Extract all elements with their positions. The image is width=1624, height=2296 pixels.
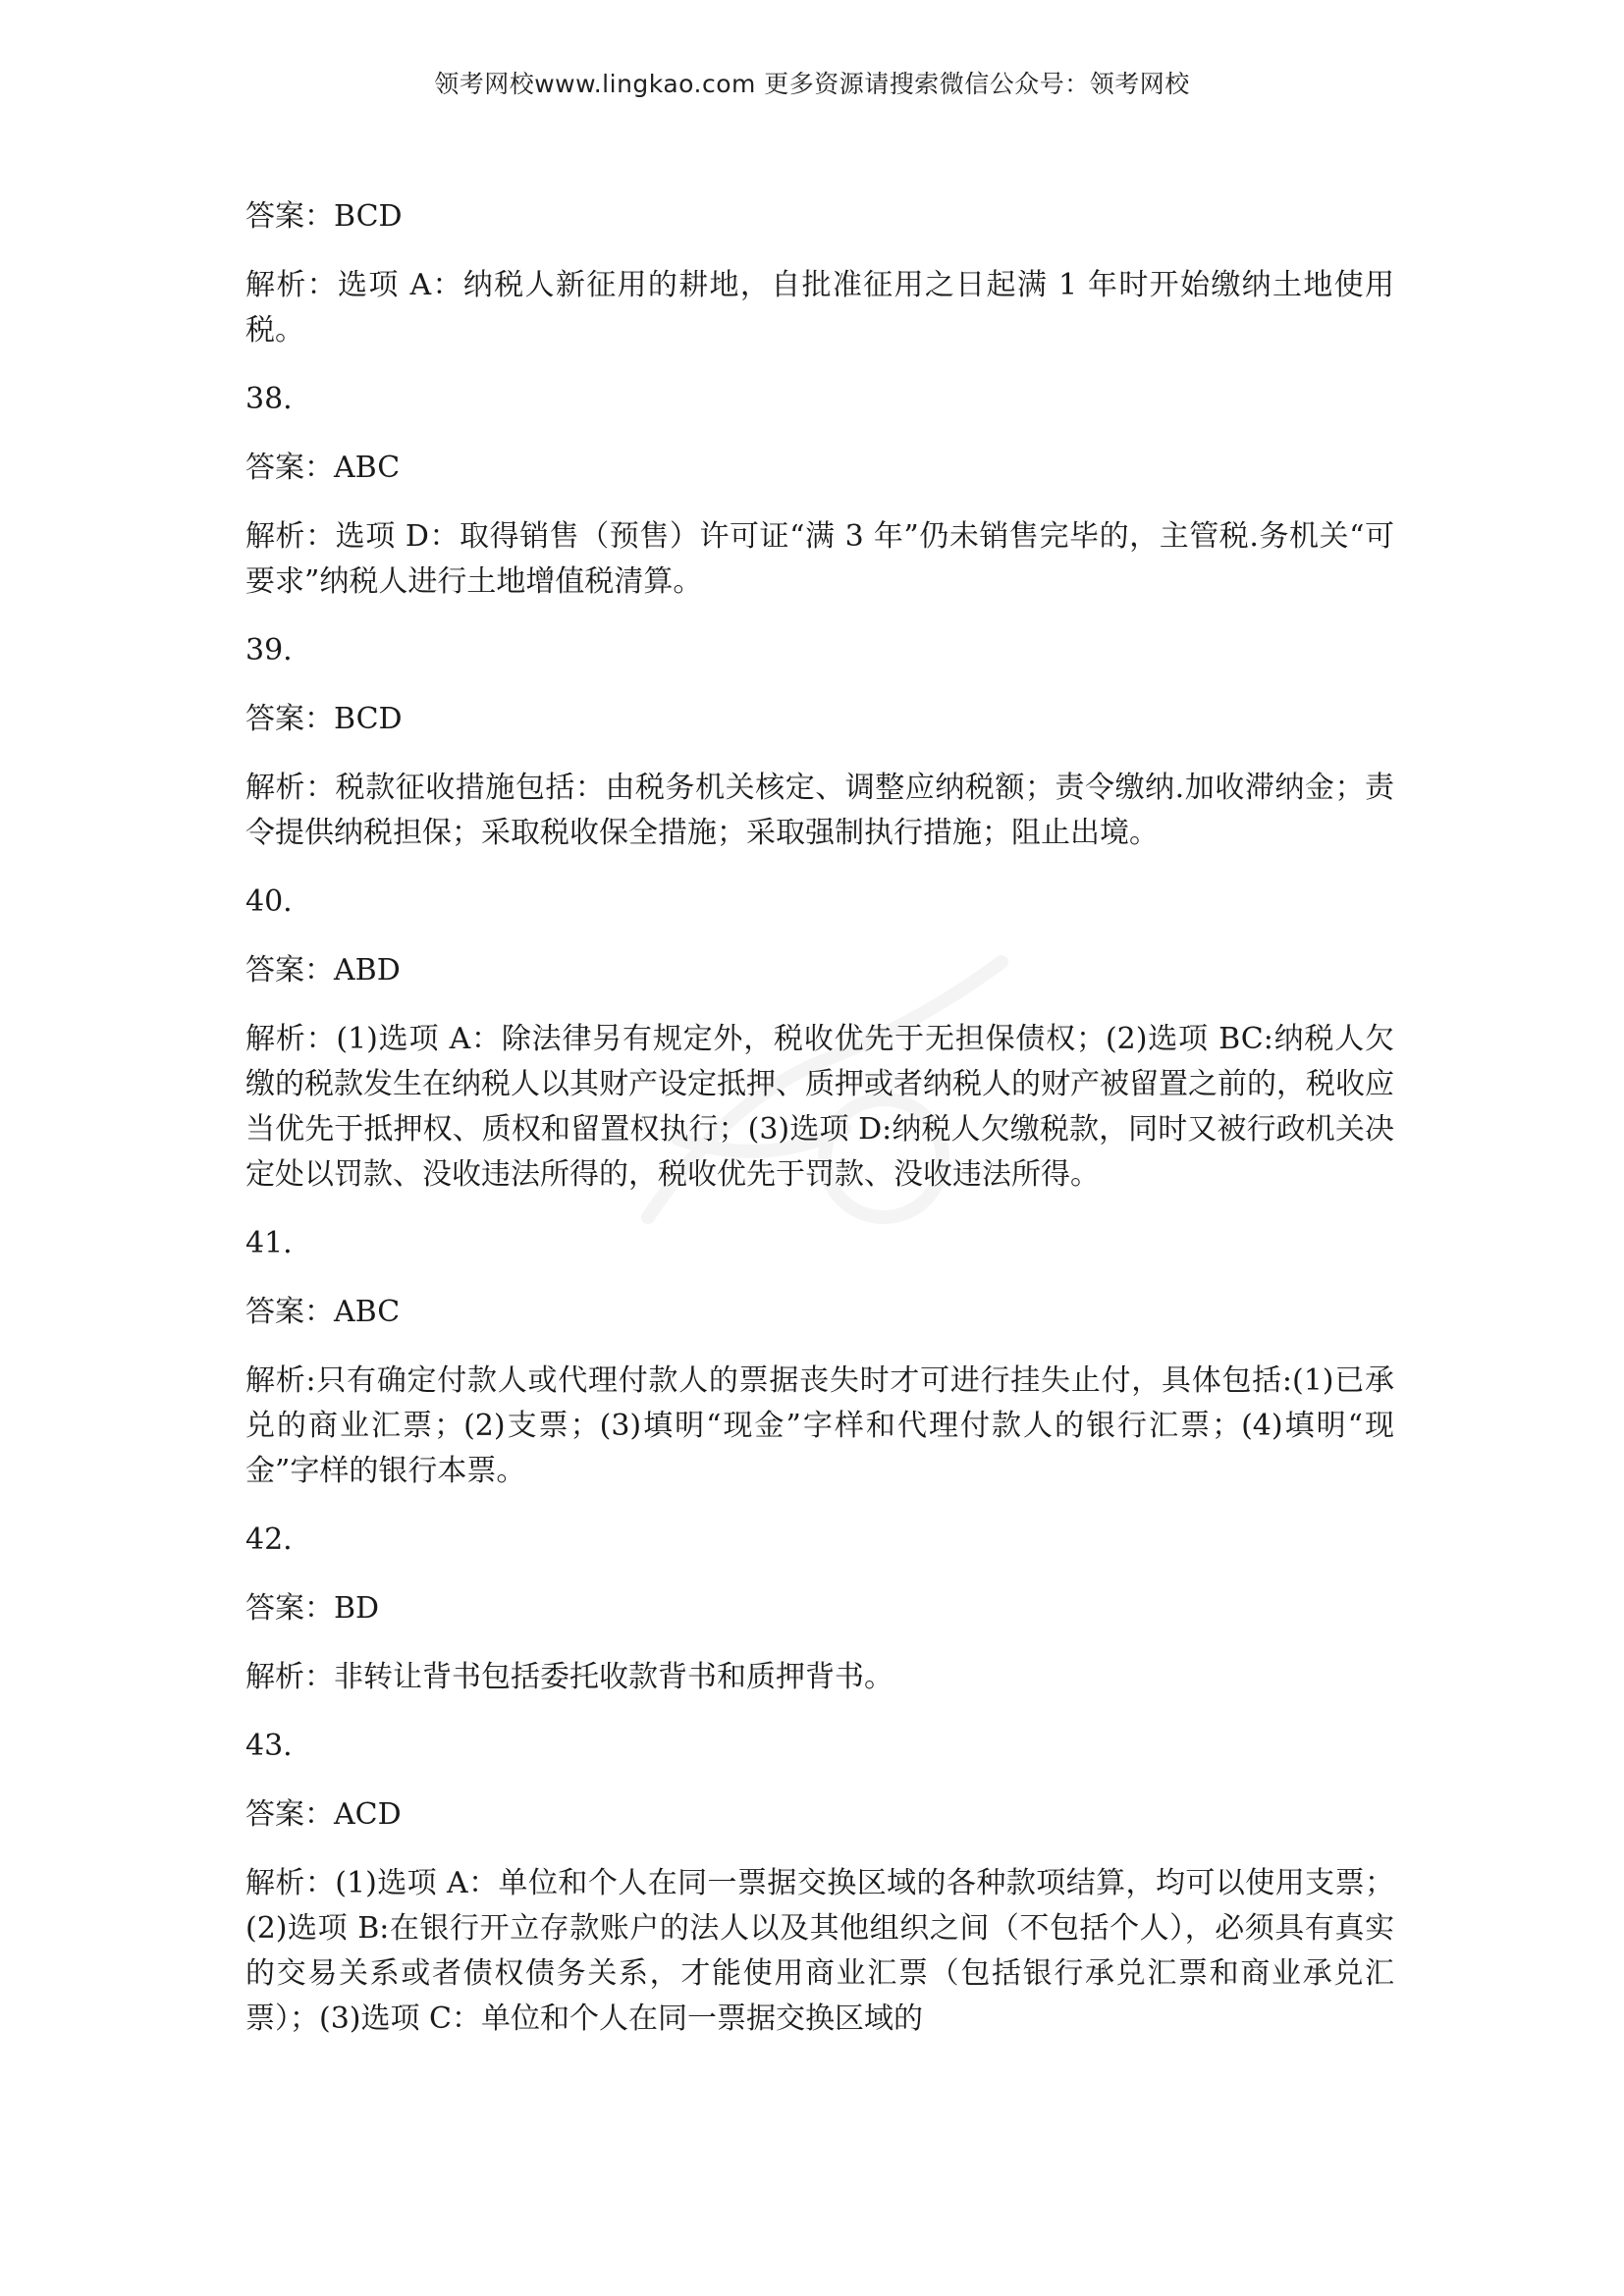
answer-line: 答案：ABC bbox=[245, 1295, 401, 1329]
question-number: 42. bbox=[245, 1522, 293, 1557]
question-number: 40. bbox=[245, 884, 293, 919]
question-number: 43. bbox=[245, 1729, 293, 1763]
explanation-paragraph: 解析：非转让背书包括委托收款背书和质押背书。 bbox=[245, 1660, 893, 1694]
explanation-paragraph: 解析：(1)选项 A：单位和个人在同一票据交换区域的各种款项结算，均可以使用支票；(2)选项 B:在银行开立存款账户的法人以及其他组织之间（不包括个人），必须具有真实的交易关系或者债权债务关系，才能使用商业汇票（包括银行承兑汇票和商业承兑汇票）；(3)选项 C：单位和个人在同一票据交换区域的 bbox=[245, 1866, 1394, 2036]
question-number: 41. bbox=[245, 1226, 293, 1260]
explanation-paragraph: 解析：选项 D：取得销售（预售）许可证“满 3 年”仍未销售完毕的，主管税.务机关“可要求”纳税人进行土地增值税清算。 bbox=[245, 519, 1394, 599]
page-header: 领考网校www.lingkao.com 更多资源请搜索微信公众号：领考网校 bbox=[434, 70, 1190, 98]
explanation-paragraph: 解析：税款征收措施包括：由税务机关核定、调整应纳税额；责令缴纳.加收滞纳金；责令提供纳税担保；采取税收保全措施；采取强制执行措施；阻止出境。 bbox=[245, 771, 1394, 850]
question-number: 39. bbox=[245, 633, 293, 667]
explanation-paragraph: 解析：(1)选项 A：除法律另有规定外，税收优先于无担保债权；(2)选项 BC:纳税人欠缴的税款发生在纳税人以其财产设定抵押、质押或者纳税人的财产被留置之前的，税收应当优先于抵押权、质权和留置权执行；(3)选项 D:纳税人欠缴税款，同时又被行政机关决定处以罚款、没收违法所得的，税收优先于罚款、没收违法所得。 bbox=[245, 1022, 1394, 1192]
answer-line: 答案：BD bbox=[245, 1591, 380, 1626]
answer-line: 答案：ACD bbox=[245, 1797, 402, 1832]
question-number: 38. bbox=[245, 382, 293, 416]
answer-line: 答案：ABD bbox=[245, 953, 401, 988]
answer-line: 答案：BCD bbox=[245, 199, 403, 234]
explanation-paragraph: 解析:只有确定付款人或代理付款人的票据丧失时才可进行挂失止付，具体包括:(1)已承兑的商业汇票；(2)支票；(3)填明“现金”字样和代理付款人的银行汇票；(4)填明“现金”字样的银行本票。 bbox=[245, 1363, 1394, 1488]
answer-line: 答案：BCD bbox=[245, 702, 403, 736]
document-body bbox=[245, 194, 1394, 2065]
answer-line: 答案：ABC bbox=[245, 451, 401, 485]
explanation-paragraph: 解析：选项 A：纳税人新征用的耕地，自批准征用之日起满 1 年时开始缴纳土地使用税。 bbox=[245, 268, 1394, 347]
